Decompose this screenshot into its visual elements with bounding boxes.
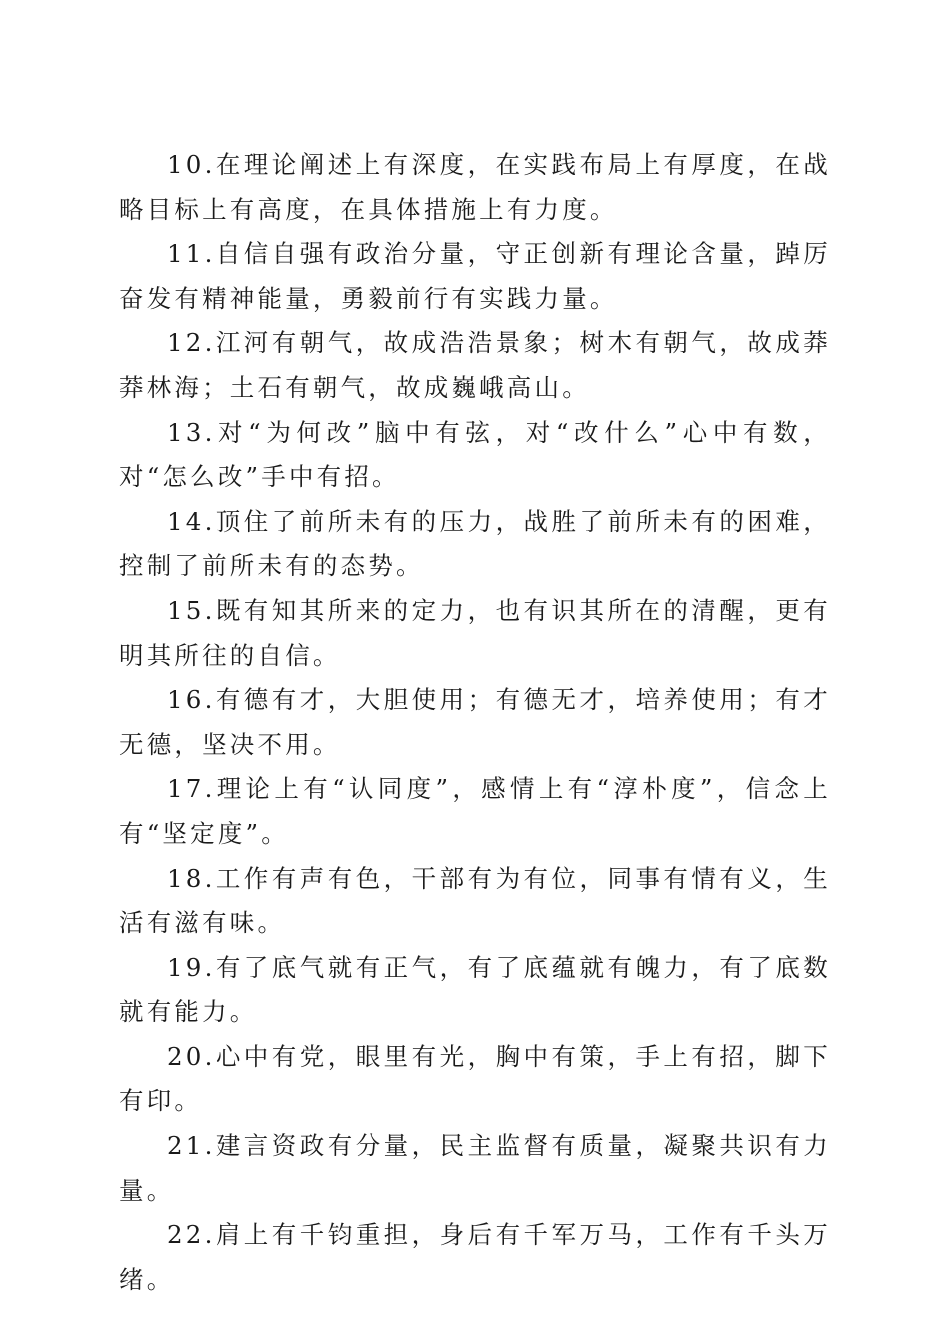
paragraph-17: 17.理论上有“认同度”，感情上有“淳朴度”，信念上有“坚定度”。 xyxy=(119,774,831,848)
paragraph-10: 10.在理论阐述上有深度，在实践布局上有厚度，在战略目标上有高度，在具体措施上有力度。 xyxy=(119,150,831,224)
paragraph-11: 11.自信自强有政治分量，守正创新有理论含量，踔厉奋发有精神能量，勇毅前行有实践力量。 xyxy=(119,239,831,313)
paragraph-15: 15.既有知其所来的定力，也有识其所在的清醒，更有明其所往的自信。 xyxy=(119,595,831,670)
paragraph-12: 12.江河有朝气，故成浩浩景象；树木有朝气，故成莽莽林海；土石有朝气，故成巍峨高山。 xyxy=(119,328,831,402)
paragraph-19: 19.有了底气就有正气，有了底蕴就有魄力，有了底数就有能力。 xyxy=(119,952,831,1027)
paragraph-22: 22.肩上有千钧重担，身后有千军万马，工作有千头万绪。 xyxy=(119,1220,831,1294)
paragraph-14: 14.顶住了前所未有的压力，战胜了前所未有的困难，控制了前所未有的态势。 xyxy=(119,506,831,581)
paragraph-18: 18.工作有声有色，干部有为有位，同事有情有义，生活有滋有味。 xyxy=(119,863,831,938)
paragraph-20: 20.心中有党，眼里有光，胸中有策，手上有招，脚下有印。 xyxy=(119,1041,831,1116)
paragraph-13: 13.对“为何改”脑中有弦，对“改什么”心中有数，对“怎么改”手中有招。 xyxy=(119,417,831,492)
paragraph-16: 16.有德有才，大胆使用；有德无才，培养使用；有才无德，坚决不用。 xyxy=(119,685,831,759)
paragraph-21: 21.建言资政有分量，民主监督有质量，凝聚共识有力量。 xyxy=(119,1131,831,1205)
document-body xyxy=(119,143,831,1302)
